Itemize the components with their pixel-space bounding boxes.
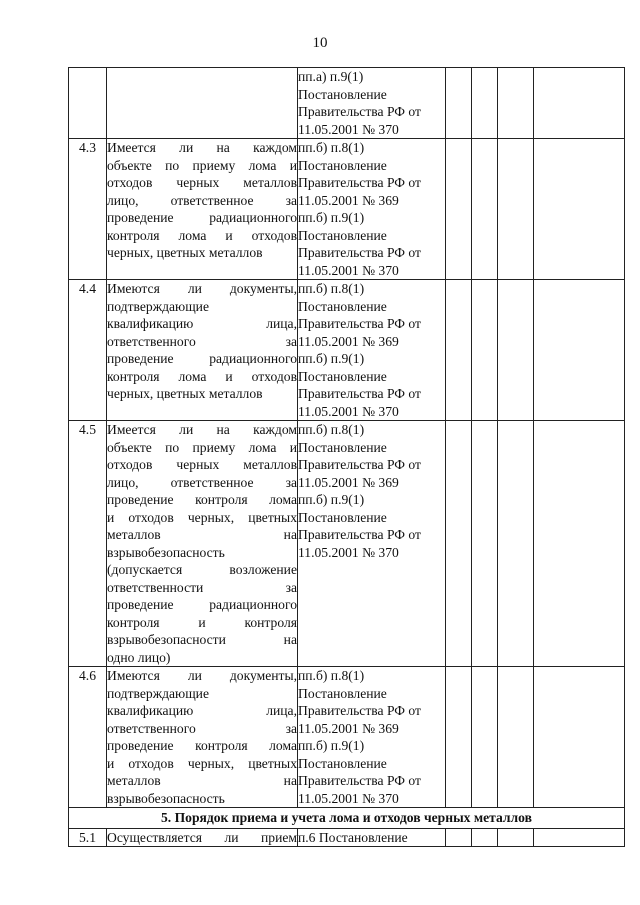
reference-line: 11.05.2001 № 370 [298,544,399,560]
answer-yes-cell[interactable] [446,139,472,280]
requirement-line: ответственности за [107,579,297,595]
requirement-line: и отходов черных, цветных [107,509,297,525]
answer-yes-cell[interactable] [446,421,472,667]
remarks-cell[interactable] [534,828,625,847]
answer-no-cell[interactable] [472,68,498,139]
requirement-line: отходов черных металлов [107,457,297,472]
requirement-line: металлов на [107,773,297,788]
requirement-line: ответственного за [107,333,297,349]
requirement-line: взрывобезопасность [107,790,225,806]
reference-line: пп.а) п.9(1) [298,69,364,84]
requirement-line: Осуществляется ли прием [107,829,297,845]
requirement-line: лицо, ответственное за [107,192,297,208]
requirement-line: одно лицо) [107,649,171,665]
reference-line: пп.б) п.8(1) [298,140,365,155]
reference-line: Постановление [298,509,387,525]
requirement-line: квалификацию лица, [107,703,297,718]
reference-line: 11.05.2001 № 369 [298,720,399,736]
table-row [69,421,625,667]
requirement-line: взрывобезопасности на [107,632,297,647]
reference-line: Правительства РФ от [298,316,421,331]
reference-line: пп.б) п.8(1) [298,422,365,437]
item-number: 4.3 [69,139,107,280]
requirement-line: проведение контроля лома [107,738,297,753]
requirement-text [107,280,298,421]
reference-line: пп.б) п.8(1) [298,668,365,683]
requirement-line: подтверждающие [107,685,209,701]
item-number [69,68,107,139]
requirement-line: и отходов черных, цветных [107,755,297,771]
section-header-row [69,808,625,829]
reference-line: пп.б) п.8(1) [298,281,365,296]
reference-line: Постановление [298,298,387,314]
section-title: 5. Порядок приема и учета лома и отходов черных металлов [69,808,625,829]
reference-line: Правительства РФ от [298,527,421,542]
item-number: 4.6 [69,667,107,808]
reference-line: пп.б) п.9(1) [298,492,365,507]
requirement-text [107,139,298,280]
requirement-line: проведение радиационного [107,210,297,225]
reference-line: Постановление [298,685,387,701]
remarks-cell[interactable] [534,139,625,280]
answer-no-cell[interactable] [472,421,498,667]
checklist-table [68,67,625,847]
not-applicable-cell[interactable] [498,68,534,139]
requirement-line: контроля лома и отходов [107,368,297,384]
reference-line: Правительства РФ от [298,175,421,190]
reference-line: пп.б) п.9(1) [298,210,365,225]
requirement-line: объекте по приему лома и [107,439,297,455]
answer-yes-cell[interactable] [446,667,472,808]
reference-line: Постановление [298,86,387,102]
requirement-line: подтверждающие [107,298,209,314]
remarks-cell[interactable] [534,68,625,139]
answer-yes-cell[interactable] [446,828,472,847]
requirement-line: Имеется ли на каждом [107,140,297,155]
reference-line: п.6 Постановление [298,829,408,845]
requirement-text [107,68,298,139]
reference-line: пп.б) п.9(1) [298,351,365,366]
reference-line: Правительства РФ от [298,457,421,472]
answer-no-cell[interactable] [472,139,498,280]
reference-line: Правительства РФ от [298,245,421,260]
requirement-line: отходов черных металлов [107,175,297,190]
table-row [69,667,625,808]
legal-reference [298,828,446,847]
legal-reference [298,667,446,808]
reference-line: Правительства РФ от [298,773,421,788]
reference-line: Постановление [298,157,387,173]
reference-line: 11.05.2001 № 370 [298,121,399,137]
not-applicable-cell[interactable] [498,421,534,667]
not-applicable-cell[interactable] [498,828,534,847]
reference-line: 11.05.2001 № 369 [298,192,399,208]
reference-line: Постановление [298,227,387,243]
answer-no-cell[interactable] [472,667,498,808]
table-row [69,828,625,847]
reference-line: Правительства РФ от [298,386,421,401]
reference-line: Правительства РФ от [298,703,421,718]
answer-yes-cell[interactable] [446,68,472,139]
requirement-line: Имеются ли документы, [107,281,297,296]
remarks-cell[interactable] [534,667,625,808]
requirement-line: черных, цветных металлов [107,245,263,260]
requirement-text [107,828,298,847]
requirement-line: контроля лома и отходов [107,227,297,243]
not-applicable-cell[interactable] [498,139,534,280]
not-applicable-cell[interactable] [498,280,534,421]
legal-reference [298,68,446,139]
reference-line: Правительства РФ от [298,104,421,119]
requirement-text [107,667,298,808]
answer-yes-cell[interactable] [446,280,472,421]
item-number: 4.4 [69,280,107,421]
requirement-text [107,421,298,667]
item-number: 4.5 [69,421,107,667]
reference-line: 11.05.2001 № 369 [298,474,399,490]
reference-line: 11.05.2001 № 370 [298,262,399,278]
requirement-line: проведение радиационного [107,597,297,612]
requirement-line: объекте по приему лома и [107,157,297,173]
item-number: 5.1 [69,828,107,847]
remarks-cell[interactable] [534,280,625,421]
legal-reference [298,421,446,667]
requirement-line: Имеются ли документы, [107,668,297,683]
answer-no-cell[interactable] [472,280,498,421]
reference-line: Постановление [298,755,387,771]
legal-reference [298,139,446,280]
answer-no-cell[interactable] [472,828,498,847]
legal-reference [298,280,446,421]
requirement-line: ответственного за [107,720,297,736]
requirement-line: Имеется ли на каждом [107,422,297,437]
remarks-cell[interactable] [534,421,625,667]
requirement-line: проведение радиационного [107,351,297,366]
reference-line: Постановление [298,439,387,455]
table-row [69,68,625,139]
not-applicable-cell[interactable] [498,667,534,808]
requirement-line: взрывобезопасность [107,544,225,560]
reference-line: 11.05.2001 № 370 [298,403,399,419]
reference-line: пп.б) п.9(1) [298,738,365,753]
requirement-line: (допускается возложение [107,562,297,577]
requirement-line: контроля и контроля [107,614,297,630]
reference-line: 11.05.2001 № 369 [298,333,399,349]
reference-line: 11.05.2001 № 370 [298,790,399,806]
requirement-line: черных, цветных металлов [107,386,263,401]
page-number: 10 [312,35,328,51]
requirement-line: лицо, ответственное за [107,474,297,490]
table-row [69,139,625,280]
table-row [69,280,625,421]
requirement-line: проведение контроля лома [107,492,297,507]
requirement-line: квалификацию лица, [107,316,297,331]
reference-line: Постановление [298,368,387,384]
checklist-body [69,68,625,847]
requirement-line: металлов на [107,527,297,542]
